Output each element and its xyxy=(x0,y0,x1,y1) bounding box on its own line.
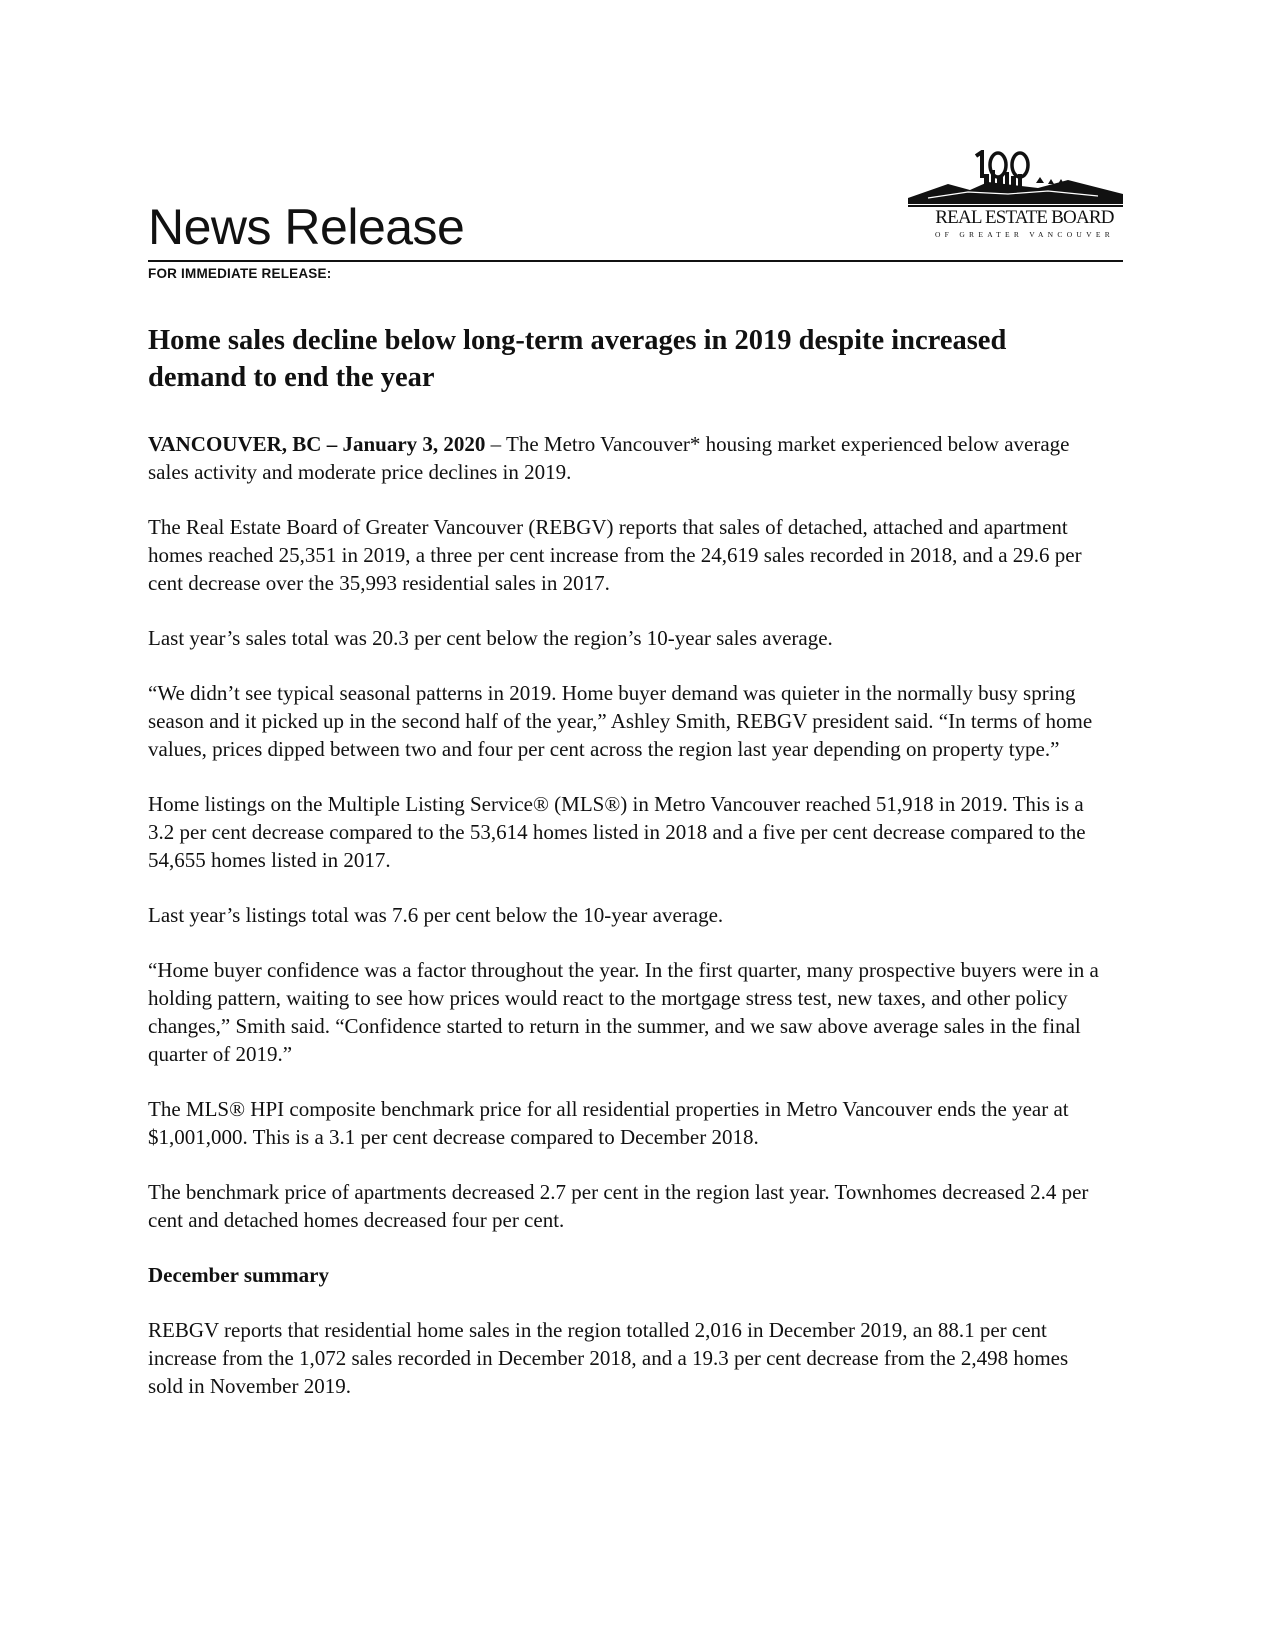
logo-name: REAL ESTATE BOARD xyxy=(935,207,1114,228)
article-body xyxy=(148,322,1108,1427)
masthead xyxy=(148,150,1123,281)
dateline: VANCOUVER, BC – January 3, 2020 xyxy=(148,432,486,456)
section-heading-december: December summary xyxy=(148,1263,329,1287)
paragraph-sales: The Real Estate Board of Greater Vancouver (REBGV) reports that sales of detached, attached and apartment homes reached 25,351 in 2019, a three per cent increase from the 24,619 sales recorded in 2018, and a 29.6 per cent decrease over the 35,993 residential sales in 2017. xyxy=(148,515,1082,595)
paragraph-property-types: The benchmark price of apartments decreased 2.7 per cent in the region last year. Townhomes decreased 2.4 per cent and detached homes decreased four per cent. xyxy=(148,1180,1089,1232)
page-title: News Release xyxy=(148,199,465,255)
paragraph-listings-average: Last year’s listings total was 7.6 per cent below the 10-year average. xyxy=(148,903,724,927)
logo-subtitle: OF GREATER VANCOUVER xyxy=(934,230,1115,239)
board-logo xyxy=(908,150,1123,245)
paragraph-quote-confidence: “Home buyer confidence was a factor throughout the year. In the first quarter, many prospective buyers were in a holding pattern, waiting to see how prices would react to the mortgage stress test, new taxes, and other policy changes,” Smith said. “Confidence started to return in the summer, and we saw above average sales in the final quarter of 2019.” xyxy=(148,958,1099,1066)
paragraph-benchmark-price: The MLS® HPI composite benchmark price for all residential properties in Metro Vancouver ends the year at $1,001,000. This is a 3.1 per cent decrease compared to December 2018. xyxy=(148,1097,1069,1149)
lead-text: – The Metro Vancouver* housing market experienced below average sales activity and moderate price declines in 2019. xyxy=(148,432,1070,484)
lead-paragraph xyxy=(148,430,1108,486)
skyline-icon xyxy=(908,150,1123,212)
paragraph-sales-average: Last year’s sales total was 20.3 per cent below the region’s 10-year sales average. xyxy=(148,626,833,650)
paragraph-listings: Home listings on the Multiple Listing Service® (MLS®) in Metro Vancouver reached 51,918 in 2019. This is a 3.2 per cent decrease compared to the 53,614 homes listed in 2018 and a five per cent decrease compared to the 54,655 homes listed in 2017. xyxy=(148,792,1086,872)
headline: Home sales decline below long-term averages in 2019 despite increased demand to end the year xyxy=(148,325,1007,393)
release-label: FOR IMMEDIATE RELEASE: xyxy=(148,266,332,281)
header-divider xyxy=(148,260,1123,262)
paragraph-quote-smith: “We didn’t see typical seasonal patterns in 2019. Home buyer demand was quieter in the normally busy spring season and it picked up in the second half of the year,” Ashley Smith, REBGV president said. “In terms of home values, prices dipped between two and four per cent across the region last year depending on property type.” xyxy=(148,681,1093,761)
paragraph-december-sales: REBGV reports that residential home sales in the region totalled 2,016 in December 2019, an 88.1 per cent increase from the 1,072 sales recorded in December 2018, and a 19.3 per cent decrease from the 2,498 homes sold in November 2019. xyxy=(148,1318,1069,1398)
